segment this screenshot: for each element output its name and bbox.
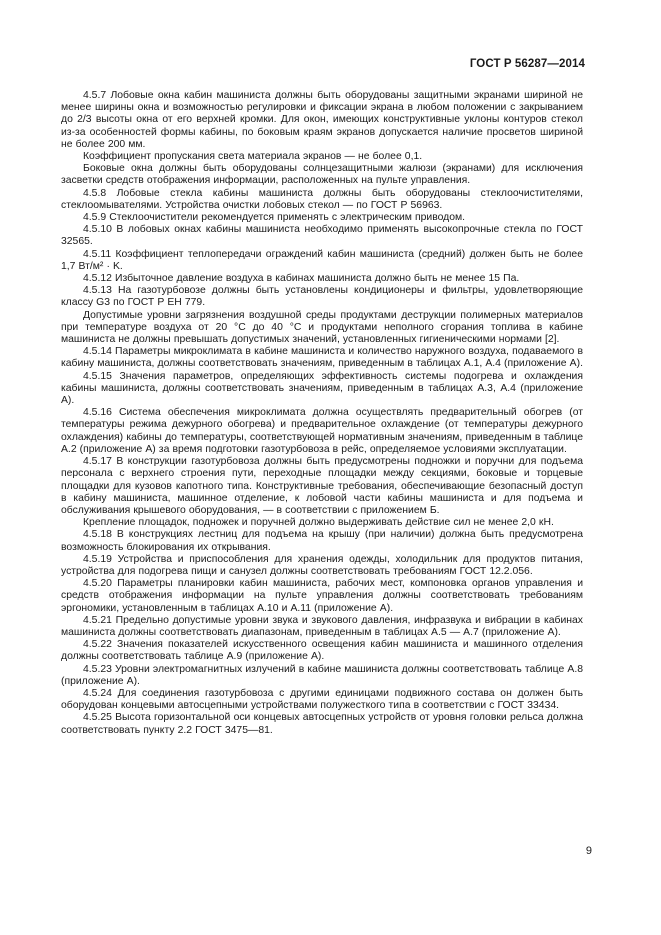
paragraph: Боковые окна должны быть оборудованы солнцезащитными жалюзи (экранами) для исключения засветки средств отображения информации, расположенных на пульте управления. bbox=[61, 163, 583, 187]
paragraph: 4.5.12 Избыточное давление воздуха в кабинах машиниста должно быть не менее 15 Па. bbox=[83, 273, 520, 285]
paragraph: 4.5.16 Система обеспечения микроклимата должна осуществлять предварительный обогрев (от температуры режима дежурного обогрева) и предварительное охлаждение (от температуры дежурного охлаждения) кабины до температуры, соответствующей нормативным значениям, приведенным в таблице А.2 (приложение А) за время подготовки газотурбовоза в рейс, определяемое условиями эксплуатации. bbox=[61, 407, 583, 455]
paragraph: 4.5.8 Лобовые стекла кабины машиниста должны быть оборудованы стеклоочистителями, стеклоомывателями. Устройства очистки лобовых стекол — по ГОСТ Р 56963. bbox=[61, 187, 583, 211]
paragraph: 4.5.25 Высота горизонтальной оси концевых автосцепных устройств от уровня головки рельса должна соответствовать пункту 2.2 ГОСТ 3475—81. bbox=[61, 712, 583, 736]
paragraph: 4.5.20 Параметры планировки кабин машиниста, рабочих мест, компоновка органов управления и средств отображения информации на пульте управления должны соответствовать требованиям эргономики, установленным в таблицах А.10 и А.11 (приложение А). bbox=[61, 578, 583, 614]
paragraph: 4.5.13 На газотурбовозе должны быть установлены кондиционеры и фильтры, удовлетворяющие классу G3 по ГОСТ Р ЕН 779. bbox=[61, 285, 583, 309]
paragraph: 4.5.11 Коэффициент теплопередачи ограждений кабин машиниста (средний) должен быть не более 1,7 Вт/м² · K. bbox=[61, 248, 583, 272]
paragraph: 4.5.15 Значения параметров, определяющих эффективность системы подогрева и охлаждения кабины машиниста, должны соответствовать значениям, приведенным в таблицах А.3, А.4 (приложение А). bbox=[61, 370, 583, 407]
paragraph: 4.5.21 Предельно допустимые уровни звука и звукового давления, инфразвука и вибрации в кабинах машиниста должны соответствовать диапазонам, приведенным в таблицах А.5 — А.7 (приложение А). bbox=[61, 614, 583, 638]
paragraph: 4.5.10 В лобовых окнах кабины машиниста необходимо применять высокопрочные стекла по ГОСТ 32565. bbox=[61, 224, 583, 248]
paragraph: 4.5.7 Лобовые окна кабин машиниста должны быть оборудованы защитными экранами шириной не менее ширины окна и возможностью регулировки и фиксации экрана в любом положении с закрыванием до 2/3 высоты окна от его верхней кромки. Для окон, имеющих конструктивные уклоны контуров стекол из-за особенностей формы кабины, по боковым краям экранов допускается наличие просветов шириной не более 200 мм. bbox=[61, 90, 583, 150]
paragraph: 4.5.9 Стеклоочистители рекомендуется применять с электрическим приводом. bbox=[83, 212, 466, 224]
paragraph: 4.5.24 Для соединения газотурбовоза с другими единицами подвижного состава он должен быть оборудован концевыми автосцепными устройствами полужесткого типа в соответствии с ГОСТ 33434. bbox=[61, 687, 583, 712]
paragraph: 4.5.17 В конструкции газотурбовоза должны быть предусмотрены подножки и поручни для подъема персонала с верхнего строения пути, переходные площадки между секциями, боковые и торцевые площадки для кузовов капотного типа. Конструктивные требования, обеспечивающие безопасный доступ в кабину машиниста, машинное отделение, к лобовой части кабины машиниста и для подъема и обслуживания крышевого оборудования, — в соответствии с приложением Б. bbox=[61, 456, 583, 516]
paragraph: 4.5.22 Значения показателей искусственного освещения кабин машиниста и машинного отделения должны соответствовать таблице А.9 (приложение А). bbox=[61, 639, 583, 663]
document-body bbox=[61, 90, 583, 737]
paragraph: Допустимые уровни загрязнения воздушной среды продуктами деструкции полимерных материалов при температуре воздуха от 20 °С до 40 °С и продуктами неполного сгорания топлива в кабине машиниста не должны превышать допустимых значений, установленных гигиеническими нормами [2]. bbox=[61, 309, 583, 346]
paragraph: 4.5.23 Уровни электромагнитных излучений в кабине машиниста должны соответствовать таблице А.8 (приложение А). bbox=[61, 663, 583, 687]
paragraph: 4.5.19 Устройства и приспособления для хранения одежды, холодильник для продуктов питания, устройства для подогрева пищи и санузел должны соответствовать требованиям ГОСТ 12.2.056. bbox=[61, 553, 583, 577]
document-header: ГОСТ Р 56287—2014 bbox=[469, 58, 585, 70]
paragraph: Коэффициент пропускания света материала экранов — не более 0,1. bbox=[83, 151, 423, 163]
paragraph: 4.5.18 В конструкциях лестниц для подъема на крышу (при наличии) должна быть предусмотрена возможность блокирования их открывания. bbox=[61, 529, 583, 553]
page-number: 9 bbox=[585, 845, 592, 857]
paragraph: 4.5.14 Параметры микроклимата в кабине машиниста и количество наружного воздуха, подаваемого в кабину машиниста, должны соответствовать значениям, приведенным в таблицах А.1, А.4 (приложение А). bbox=[61, 346, 583, 370]
paragraph: Крепление площадок, подножек и поручней должно выдерживать действие сил не менее 2,0 кН. bbox=[83, 517, 554, 529]
